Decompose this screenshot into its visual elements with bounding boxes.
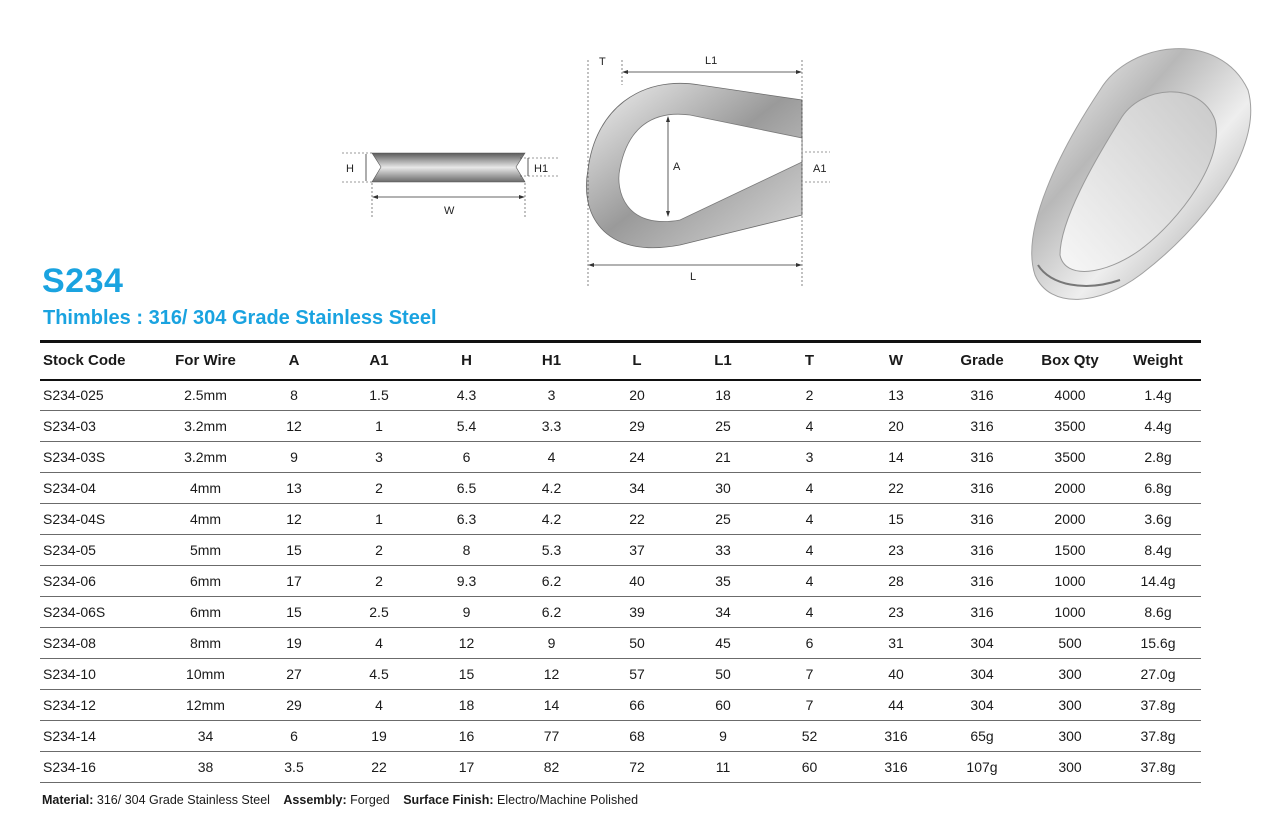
table-row [40,752,1201,783]
table-cell: 20 [594,380,680,411]
table-cell: 2.8g [1115,442,1201,473]
table-cell: 316 [939,411,1025,442]
table-row [40,473,1201,504]
table-cell: 34 [680,597,766,628]
stock-code-cell: S234-10 [40,659,157,690]
table-cell: 27 [254,659,334,690]
table-cell: 14 [509,690,594,721]
table-cell: 5.3 [509,535,594,566]
table-cell: 7 [766,690,853,721]
table-cell: 27.0g [1115,659,1201,690]
table-cell: 37.8g [1115,690,1201,721]
table-row [40,442,1201,473]
table-cell: 107g [939,752,1025,783]
table-cell: 4 [509,442,594,473]
table-cell: 22 [853,473,939,504]
table-cell: 60 [680,690,766,721]
table-row [40,535,1201,566]
table-cell: 37.8g [1115,752,1201,783]
thimble-front-diagram [580,50,830,290]
table-cell: 4.2 [509,473,594,504]
table-cell: 4 [766,473,853,504]
table-cell: 29 [254,690,334,721]
table-cell: 14 [853,442,939,473]
table-cell: 6 [766,628,853,659]
label-w: W [444,205,455,217]
table-cell: 15 [853,504,939,535]
table-cell: 500 [1025,628,1115,659]
table-cell: 30 [680,473,766,504]
column-header: For Wire [157,342,254,380]
table-cell: 1000 [1025,597,1115,628]
table-cell: 15 [254,597,334,628]
table-cell: 29 [594,411,680,442]
table-cell: 14.4g [1115,566,1201,597]
column-header: A1 [334,342,424,380]
table-cell: 6.5 [424,473,509,504]
table-cell: 1 [334,504,424,535]
table-cell: 13 [853,380,939,411]
table-cell: 28 [853,566,939,597]
table-cell: 9 [424,597,509,628]
stock-code-cell: S234-08 [40,628,157,659]
table-cell: 11 [680,752,766,783]
label-h1: H1 [534,163,549,175]
table-row [40,690,1201,721]
table-cell: 52 [766,721,853,752]
thimble-side-diagram [330,140,560,225]
table-cell: 3.5 [254,752,334,783]
table-cell: 22 [594,504,680,535]
table-cell: 2 [334,566,424,597]
table-row [40,659,1201,690]
table-cell: 37 [594,535,680,566]
table-cell: 1.5 [334,380,424,411]
assembly-value: Forged [350,793,390,807]
table-cell: 15 [424,659,509,690]
table-cell: 304 [939,628,1025,659]
table-cell: 304 [939,690,1025,721]
table-cell: 38 [157,752,254,783]
table-cell: 17 [254,566,334,597]
table-cell: 12 [424,628,509,659]
table-cell: 4 [334,628,424,659]
table-cell: 2000 [1025,473,1115,504]
table-cell: 12 [509,659,594,690]
column-header: H [424,342,509,380]
table-cell: 316 [939,442,1025,473]
table-cell: 3.3 [509,411,594,442]
table-cell: 25 [680,504,766,535]
table-cell: 50 [594,628,680,659]
table-cell: 68 [594,721,680,752]
stock-code-cell: S234-12 [40,690,157,721]
table-cell: 50 [680,659,766,690]
table-cell: 40 [853,659,939,690]
table-cell: 300 [1025,721,1115,752]
table-row [40,566,1201,597]
table-cell: 18 [424,690,509,721]
column-header: A [254,342,334,380]
table-cell: 2 [334,535,424,566]
table-cell: 19 [334,721,424,752]
label-t: T [599,56,606,68]
table-cell: 2000 [1025,504,1115,535]
table-row [40,411,1201,442]
table-cell: 25 [680,411,766,442]
table-cell: 17 [424,752,509,783]
product-code-title: S234 [42,262,124,300]
table-cell: 33 [680,535,766,566]
table-cell: 9 [680,721,766,752]
table-cell: 1.4g [1115,380,1201,411]
table-cell: 300 [1025,659,1115,690]
table-cell: 3.6g [1115,504,1201,535]
table-cell: 6 [424,442,509,473]
column-header: Weight [1115,342,1201,380]
table-cell: 3500 [1025,442,1115,473]
table-cell: 77 [509,721,594,752]
column-header: W [853,342,939,380]
table-cell: 31 [853,628,939,659]
thimble-product-photo [990,30,1260,310]
material-label: Material: [42,793,94,807]
table-cell: 316 [939,473,1025,504]
table-header-row [40,342,1201,380]
table-cell: 37.8g [1115,721,1201,752]
table-cell: 10mm [157,659,254,690]
table-cell: 34 [594,473,680,504]
stock-code-cell: S234-04 [40,473,157,504]
material-value: 316/ 304 Grade Stainless Steel [96,793,270,807]
table-cell: 3 [334,442,424,473]
stock-code-cell: S234-06S [40,597,157,628]
table-cell: 35 [680,566,766,597]
spec-table [40,340,1201,783]
table-cell: 8mm [157,628,254,659]
table-cell: 4.4g [1115,411,1201,442]
table-cell: 316 [853,752,939,783]
table-cell: 40 [594,566,680,597]
table-cell: 15.6g [1115,628,1201,659]
table-cell: 45 [680,628,766,659]
table-cell: 12mm [157,690,254,721]
table-cell: 21 [680,442,766,473]
footer-specs [42,793,638,807]
label-h: H [346,163,354,175]
table-cell: 82 [509,752,594,783]
table-cell: 5.4 [424,411,509,442]
table-cell: 19 [254,628,334,659]
table-cell: 4.5 [334,659,424,690]
table-cell: 9 [254,442,334,473]
table-cell: 4mm [157,473,254,504]
table-cell: 316 [939,597,1025,628]
table-cell: 44 [853,690,939,721]
table-cell: 316 [939,566,1025,597]
table-row [40,721,1201,752]
table-cell: 39 [594,597,680,628]
label-a: A [673,161,681,173]
table-cell: 2.5 [334,597,424,628]
table-cell: 9.3 [424,566,509,597]
table-cell: 65g [939,721,1025,752]
spec-table-body [40,380,1201,783]
column-header: L1 [680,342,766,380]
table-cell: 316 [939,535,1025,566]
table-row [40,597,1201,628]
table-cell: 9 [509,628,594,659]
table-cell: 16 [424,721,509,752]
table-cell: 300 [1025,690,1115,721]
table-cell: 8 [254,380,334,411]
table-cell: 300 [1025,752,1115,783]
column-header: Stock Code [40,342,157,380]
table-cell: 2.5mm [157,380,254,411]
column-header: Box Qty [1025,342,1115,380]
table-cell: 3 [509,380,594,411]
label-a1: A1 [813,163,827,175]
table-cell: 57 [594,659,680,690]
table-cell: 316 [939,380,1025,411]
table-cell: 60 [766,752,853,783]
table-cell: 18 [680,380,766,411]
table-cell: 304 [939,659,1025,690]
table-cell: 6.2 [509,566,594,597]
table-cell: 3 [766,442,853,473]
table-cell: 34 [157,721,254,752]
table-cell: 4.2 [509,504,594,535]
table-cell: 6 [254,721,334,752]
table-cell: 316 [853,721,939,752]
table-cell: 2 [766,380,853,411]
table-cell: 4 [766,504,853,535]
table-cell: 8 [424,535,509,566]
stock-code-cell: S234-14 [40,721,157,752]
table-cell: 72 [594,752,680,783]
product-subtitle: Thimbles : 316/ 304 Grade Stainless Steel [43,307,437,329]
column-header: H1 [509,342,594,380]
table-cell: 2 [334,473,424,504]
table-cell: 23 [853,597,939,628]
table-cell: 22 [334,752,424,783]
table-cell: 23 [853,535,939,566]
table-cell: 8.4g [1115,535,1201,566]
finish-value: Electro/Machine Polished [497,793,639,807]
column-header: T [766,342,853,380]
table-row [40,628,1201,659]
stock-code-cell: S234-16 [40,752,157,783]
table-cell: 12 [254,411,334,442]
stock-code-cell: S234-03 [40,411,157,442]
table-cell: 6.8g [1115,473,1201,504]
table-cell: 4 [334,690,424,721]
stock-code-cell: S234-03S [40,442,157,473]
assembly-label: Assembly: [283,793,347,807]
stock-code-cell: S234-06 [40,566,157,597]
table-cell: 20 [853,411,939,442]
finish-label: Surface Finish: [403,793,494,807]
table-cell: 4 [766,566,853,597]
table-row [40,504,1201,535]
column-header: L [594,342,680,380]
label-l1: L1 [705,55,718,67]
stock-code-cell: S234-025 [40,380,157,411]
table-cell: 4 [766,597,853,628]
table-cell: 66 [594,690,680,721]
table-cell: 6mm [157,566,254,597]
table-cell: 4mm [157,504,254,535]
table-cell: 1 [334,411,424,442]
table-cell: 24 [594,442,680,473]
table-cell: 12 [254,504,334,535]
table-cell: 5mm [157,535,254,566]
table-cell: 4.3 [424,380,509,411]
table-row [40,380,1201,411]
stock-code-cell: S234-04S [40,504,157,535]
table-cell: 1000 [1025,566,1115,597]
table-cell: 3.2mm [157,442,254,473]
column-header: Grade [939,342,1025,380]
table-cell: 1500 [1025,535,1115,566]
table-cell: 6.2 [509,597,594,628]
table-cell: 3.2mm [157,411,254,442]
table-cell: 4 [766,535,853,566]
table-cell: 4 [766,411,853,442]
table-cell: 3500 [1025,411,1115,442]
table-cell: 8.6g [1115,597,1201,628]
table-cell: 15 [254,535,334,566]
table-cell: 6.3 [424,504,509,535]
stock-code-cell: S234-05 [40,535,157,566]
table-cell: 6mm [157,597,254,628]
table-cell: 4000 [1025,380,1115,411]
label-l: L [690,271,697,283]
table-cell: 13 [254,473,334,504]
table-cell: 7 [766,659,853,690]
table-cell: 316 [939,504,1025,535]
